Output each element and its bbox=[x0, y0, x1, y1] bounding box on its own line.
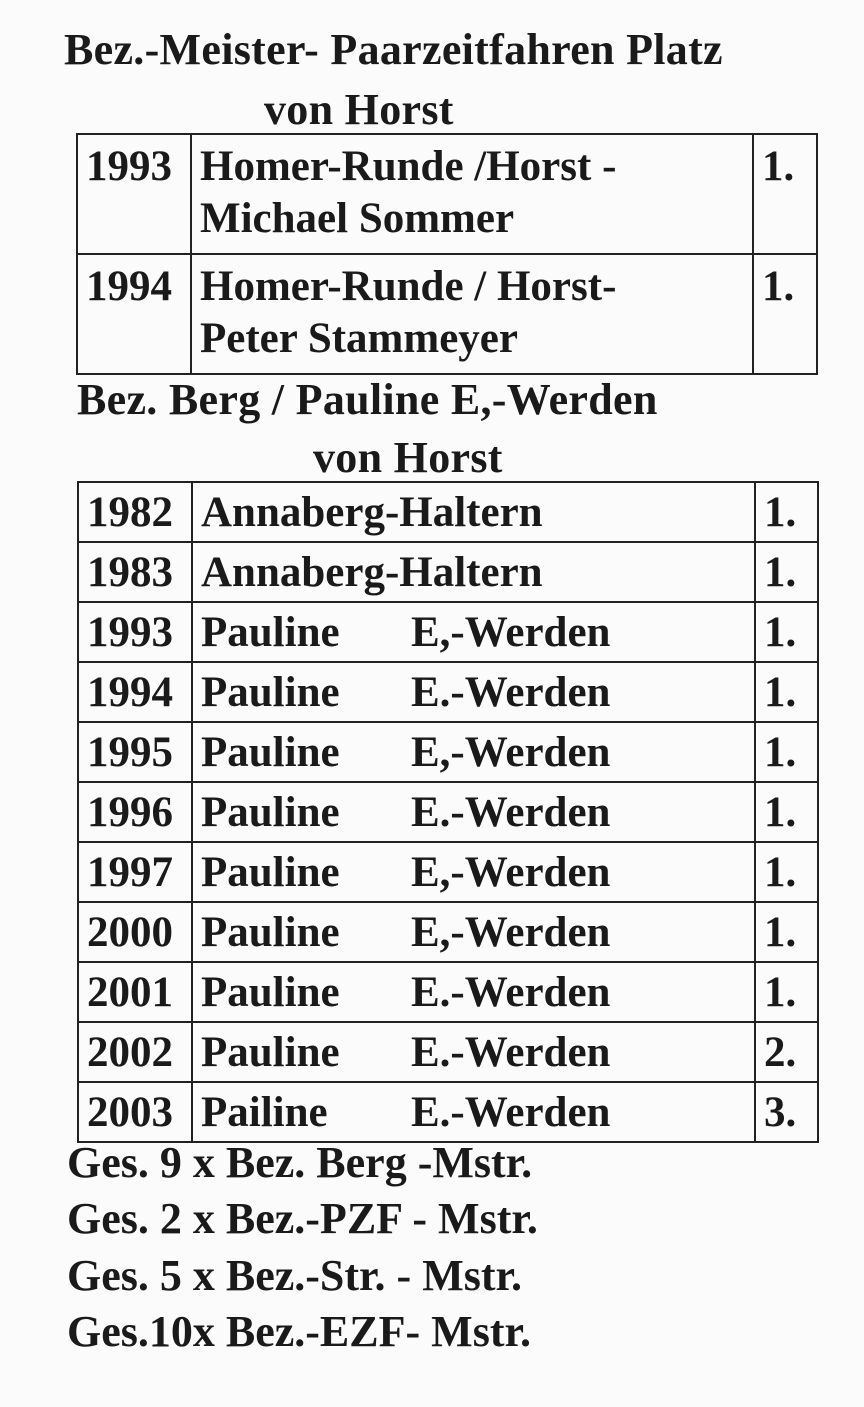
total-line-berg: Ges. 9 x Bez. Berg -Mstr. bbox=[67, 1138, 533, 1187]
team-line: Homer-Runde /Horst - bbox=[200, 143, 617, 190]
race-location: E.-Werden bbox=[411, 789, 611, 836]
year-cell: 1994 bbox=[78, 662, 192, 722]
race-name: Pailine bbox=[201, 1089, 328, 1136]
team-cell bbox=[191, 134, 753, 254]
year-cell: 1994 bbox=[77, 254, 191, 374]
race-cell bbox=[192, 1022, 755, 1082]
place-cell: 1. bbox=[755, 962, 818, 1022]
place-cell: 1. bbox=[755, 902, 818, 962]
race-location: E.-Werden bbox=[411, 1029, 611, 1076]
total-line-ezf: Ges.10x Bez.-EZF- Mstr. bbox=[67, 1307, 531, 1356]
race-name: Pauline bbox=[201, 729, 340, 776]
table-row bbox=[77, 254, 817, 374]
table-row bbox=[78, 722, 818, 782]
section2-title-line1: Bez. Berg / Pauline E,-Werden bbox=[77, 375, 658, 424]
year-cell: 1995 bbox=[78, 722, 192, 782]
place-cell: 1. bbox=[755, 842, 818, 902]
race-name: Pauline bbox=[201, 909, 340, 956]
place-cell: 1. bbox=[755, 722, 818, 782]
team-cell bbox=[191, 254, 753, 374]
year-cell: 2001 bbox=[78, 962, 192, 1022]
table-row bbox=[78, 842, 818, 902]
race-cell bbox=[192, 962, 755, 1022]
table-row bbox=[78, 962, 818, 1022]
year-cell: 1997 bbox=[78, 842, 192, 902]
race-cell bbox=[192, 1082, 755, 1142]
place-cell: 3. bbox=[755, 1082, 818, 1142]
race-cell bbox=[192, 842, 755, 902]
race-cell bbox=[192, 482, 755, 542]
section1-title-line2: von Horst bbox=[264, 85, 454, 134]
race-name: Pauline bbox=[201, 609, 340, 656]
place-cell: 1. bbox=[753, 134, 817, 254]
race-name: Pauline bbox=[201, 669, 340, 716]
year-cell: 2002 bbox=[78, 1022, 192, 1082]
race-cell bbox=[192, 902, 755, 962]
total-line-str: Ges. 5 x Bez.-Str. - Mstr. bbox=[67, 1251, 522, 1300]
table-row bbox=[78, 542, 818, 602]
table-row bbox=[78, 1082, 818, 1142]
year-cell: 1993 bbox=[78, 602, 192, 662]
table-row bbox=[78, 902, 818, 962]
rider-line: Michael Sommer bbox=[200, 195, 515, 242]
race-location: E,-Werden bbox=[411, 849, 611, 896]
year-cell: 1993 bbox=[77, 134, 191, 254]
race-name: Annaberg-Haltern bbox=[201, 549, 543, 596]
race-name: Pauline bbox=[201, 1029, 340, 1076]
race-name: Pauline bbox=[201, 849, 340, 896]
table-row bbox=[78, 602, 818, 662]
race-name: Pauline bbox=[201, 789, 340, 836]
year-cell: 1996 bbox=[78, 782, 192, 842]
year-cell: 2003 bbox=[78, 1082, 192, 1142]
race-cell bbox=[192, 602, 755, 662]
race-name: Pauline bbox=[201, 969, 340, 1016]
pair-time-trial-table bbox=[76, 133, 818, 375]
year-cell: 1982 bbox=[78, 482, 192, 542]
race-location: E,-Werden bbox=[411, 729, 611, 776]
table-row bbox=[78, 662, 818, 722]
table-row bbox=[78, 782, 818, 842]
table-row bbox=[77, 134, 817, 254]
place-cell: 1. bbox=[755, 602, 818, 662]
place-cell: 1. bbox=[755, 662, 818, 722]
race-location: E.-Werden bbox=[411, 669, 611, 716]
district-berg-table bbox=[77, 481, 819, 1143]
table-row bbox=[78, 1022, 818, 1082]
rider-line: Peter Stammeyer bbox=[200, 315, 518, 362]
place-cell: 1. bbox=[755, 782, 818, 842]
section1-title-line1: Bez.-Meister- Paarzeitfahren Platz bbox=[64, 25, 723, 74]
race-location: E,-Werden bbox=[411, 609, 611, 656]
race-name: Annaberg-Haltern bbox=[201, 489, 543, 536]
table-row bbox=[78, 482, 818, 542]
race-cell bbox=[192, 782, 755, 842]
team-line: Homer-Runde / Horst- bbox=[200, 263, 617, 310]
race-location: E.-Werden bbox=[411, 1089, 611, 1136]
race-cell bbox=[192, 722, 755, 782]
race-cell bbox=[192, 542, 755, 602]
place-cell: 1. bbox=[755, 482, 818, 542]
year-cell: 1983 bbox=[78, 542, 192, 602]
place-cell: 2. bbox=[755, 1022, 818, 1082]
year-cell: 2000 bbox=[78, 902, 192, 962]
race-location: E,-Werden bbox=[411, 909, 611, 956]
section2-title-line2: von Horst bbox=[313, 433, 503, 482]
race-cell bbox=[192, 662, 755, 722]
place-cell: 1. bbox=[753, 254, 817, 374]
race-location: E.-Werden bbox=[411, 969, 611, 1016]
place-cell: 1. bbox=[755, 542, 818, 602]
total-line-pzf: Ges. 2 x Bez.-PZF - Mstr. bbox=[67, 1194, 538, 1243]
